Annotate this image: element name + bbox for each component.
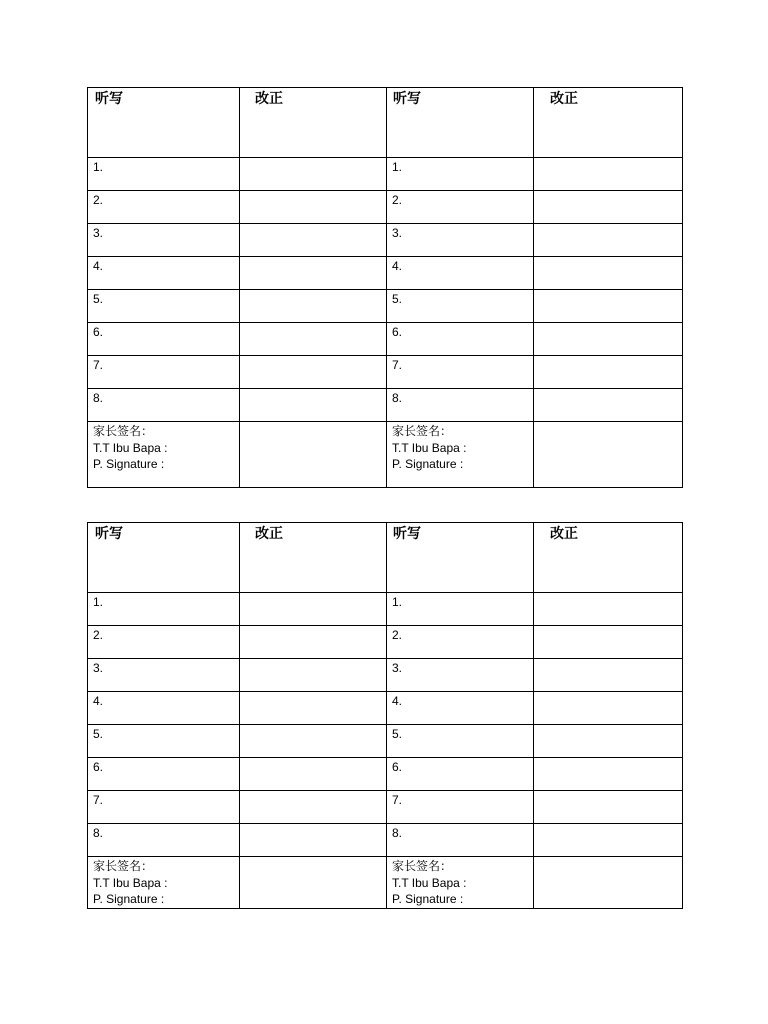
correction-cell[interactable] (240, 758, 387, 791)
row-number: 7. (93, 358, 104, 372)
header-cell-dictation (88, 523, 240, 593)
answer-cell[interactable] (387, 356, 534, 389)
table-row (88, 824, 683, 857)
signature-row (88, 857, 683, 909)
row-number: 4. (93, 694, 104, 708)
correction-cell[interactable] (240, 224, 387, 257)
header-label: 听写 (393, 526, 421, 542)
correction-cell[interactable] (534, 692, 683, 725)
answer-cell[interactable] (88, 692, 240, 725)
signature-field[interactable] (534, 857, 683, 909)
signature-label-cell (387, 857, 534, 909)
row-number: 1. (93, 160, 104, 174)
answer-cell[interactable] (387, 824, 534, 857)
table-row (88, 356, 683, 389)
table-row (88, 725, 683, 758)
row-number: 5. (93, 292, 104, 306)
row-number: 7. (93, 793, 104, 807)
header-label: 听写 (95, 526, 123, 542)
table-row (88, 224, 683, 257)
signature-label-chinese: 家长签名： (392, 859, 453, 873)
signature-field[interactable] (240, 422, 387, 488)
correction-cell[interactable] (534, 389, 683, 422)
answer-cell[interactable] (387, 323, 534, 356)
correction-cell[interactable] (534, 224, 683, 257)
answer-cell[interactable] (88, 257, 240, 290)
row-number: 3. (93, 661, 104, 675)
correction-cell[interactable] (240, 824, 387, 857)
row-number: 6. (392, 760, 403, 774)
table-row (88, 659, 683, 692)
answer-cell[interactable] (88, 659, 240, 692)
row-number: 3. (392, 226, 403, 240)
row-number: 2. (93, 628, 104, 642)
row-number: 5. (392, 292, 403, 306)
correction-cell[interactable] (534, 824, 683, 857)
correction-cell[interactable] (240, 356, 387, 389)
correction-cell[interactable] (240, 191, 387, 224)
signature-label-malay: T.T Ibu Bapa : (392, 875, 467, 890)
header-row (88, 523, 683, 593)
row-number: 8. (93, 391, 104, 405)
correction-cell[interactable] (534, 356, 683, 389)
answer-cell[interactable] (387, 290, 534, 323)
table-row (88, 791, 683, 824)
row-number: 6. (392, 325, 403, 339)
signature-label-cell (387, 422, 534, 488)
correction-cell[interactable] (534, 758, 683, 791)
correction-cell[interactable] (240, 257, 387, 290)
table-row (88, 389, 683, 422)
table-row (88, 593, 683, 626)
answer-cell[interactable] (387, 791, 534, 824)
answer-cell[interactable] (88, 158, 240, 191)
row-number: 6. (93, 760, 104, 774)
table-row (88, 323, 683, 356)
signature-label-english: P. Signature : (93, 457, 165, 471)
row-number: 1. (392, 595, 403, 609)
dictation-table-top (87, 87, 683, 488)
answer-cell[interactable] (88, 356, 240, 389)
answer-cell[interactable] (88, 323, 240, 356)
row-number: 5. (93, 727, 104, 741)
header-cell-dictation (88, 88, 240, 158)
header-cell-dictation (387, 523, 534, 593)
table-row (88, 257, 683, 290)
header-row (88, 88, 683, 158)
correction-cell[interactable] (240, 593, 387, 626)
row-number: 2. (392, 193, 403, 207)
answer-cell[interactable] (387, 389, 534, 422)
header-cell-correction (240, 88, 387, 158)
table-row (88, 290, 683, 323)
correction-cell[interactable] (534, 791, 683, 824)
correction-cell[interactable] (240, 659, 387, 692)
signature-label-english: P. Signature : (93, 892, 165, 906)
answer-cell[interactable] (387, 191, 534, 224)
table-row (88, 191, 683, 224)
answer-cell[interactable] (387, 692, 534, 725)
correction-cell[interactable] (240, 290, 387, 323)
answer-cell[interactable] (387, 725, 534, 758)
answer-cell[interactable] (88, 191, 240, 224)
row-number: 3. (392, 661, 403, 675)
row-number: 1. (93, 595, 104, 609)
correction-cell[interactable] (240, 323, 387, 356)
header-cell-correction (534, 88, 683, 158)
correction-cell[interactable] (534, 626, 683, 659)
header-cell-dictation (387, 88, 534, 158)
answer-cell[interactable] (387, 224, 534, 257)
answer-cell[interactable] (88, 389, 240, 422)
row-number: 2. (93, 193, 104, 207)
row-number: 8. (392, 826, 403, 840)
answer-cell[interactable] (387, 158, 534, 191)
answer-cell[interactable] (88, 758, 240, 791)
answer-cell[interactable] (88, 725, 240, 758)
signature-label-chinese: 家长签名： (93, 424, 154, 438)
answer-cell[interactable] (88, 791, 240, 824)
table-row (88, 758, 683, 791)
answer-cell[interactable] (88, 224, 240, 257)
correction-cell[interactable] (240, 791, 387, 824)
signature-label-cell (88, 857, 240, 909)
correction-cell[interactable] (534, 725, 683, 758)
answer-cell[interactable] (88, 824, 240, 857)
answer-cell[interactable] (387, 257, 534, 290)
correction-cell[interactable] (534, 593, 683, 626)
answer-cell[interactable] (387, 626, 534, 659)
signature-label-english: P. Signature : (392, 457, 464, 471)
signature-label-malay: T.T Ibu Bapa : (392, 440, 467, 455)
answer-cell[interactable] (88, 626, 240, 659)
correction-cell[interactable] (240, 389, 387, 422)
header-cell-correction (240, 523, 387, 593)
answer-cell[interactable] (387, 593, 534, 626)
correction-cell[interactable] (240, 725, 387, 758)
header-label: 听写 (393, 91, 421, 107)
answer-cell[interactable] (88, 593, 240, 626)
header-label: 改正 (550, 526, 578, 542)
header-cell-correction (534, 523, 683, 593)
correction-cell[interactable] (534, 158, 683, 191)
answer-cell[interactable] (387, 758, 534, 791)
row-number: 4. (392, 694, 403, 708)
correction-cell[interactable] (240, 626, 387, 659)
correction-cell[interactable] (534, 191, 683, 224)
correction-cell[interactable] (240, 158, 387, 191)
signature-label-malay: T.T Ibu Bapa : (93, 875, 168, 890)
row-number: 7. (392, 358, 403, 372)
row-number: 2. (392, 628, 403, 642)
row-number: 6. (93, 325, 104, 339)
row-number: 4. (392, 259, 403, 273)
signature-field[interactable] (534, 422, 683, 488)
signature-label-malay: T.T Ibu Bapa : (93, 440, 168, 455)
header-label: 改正 (550, 91, 578, 107)
correction-cell[interactable] (534, 290, 683, 323)
correction-cell[interactable] (240, 692, 387, 725)
table-row (88, 626, 683, 659)
row-number: 3. (93, 226, 104, 240)
header-label: 改正 (255, 526, 283, 542)
row-number: 4. (93, 259, 104, 273)
table-row (88, 158, 683, 191)
correction-cell[interactable] (534, 323, 683, 356)
dictation-table-bottom (87, 522, 683, 909)
signature-label-cell (88, 422, 240, 488)
answer-cell[interactable] (88, 290, 240, 323)
signature-field[interactable] (240, 857, 387, 909)
signature-row (88, 422, 683, 488)
correction-cell[interactable] (534, 257, 683, 290)
row-number: 1. (392, 160, 403, 174)
row-number: 7. (392, 793, 403, 807)
signature-label-english: P. Signature : (392, 892, 464, 906)
table-row (88, 692, 683, 725)
signature-label-chinese: 家长签名： (392, 424, 453, 438)
answer-cell[interactable] (387, 659, 534, 692)
row-number: 8. (392, 391, 403, 405)
row-number: 8. (93, 826, 104, 840)
correction-cell[interactable] (534, 659, 683, 692)
signature-label-chinese: 家长签名： (93, 859, 154, 873)
header-label: 听写 (95, 91, 123, 107)
header-label: 改正 (255, 91, 283, 107)
row-number: 5. (392, 727, 403, 741)
